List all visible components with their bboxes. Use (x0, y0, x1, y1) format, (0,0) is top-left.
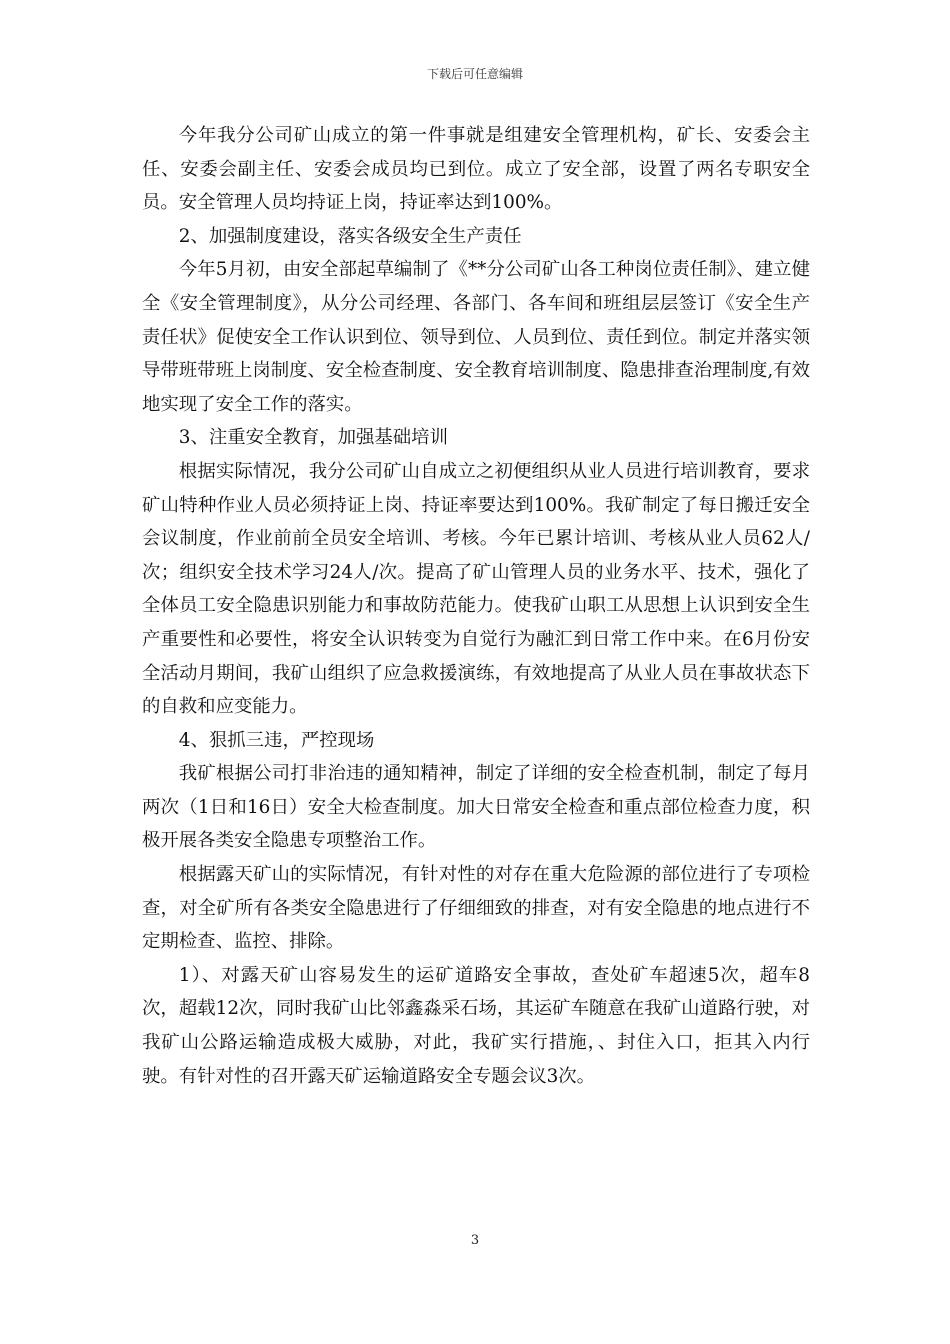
paragraph-responsibility-system: 今年5月初，由安全部起草编制了《**分公司矿山各工种岗位责任制》、建立健全《安全管理制度》，从分公司经理、各部门、各车间和班组层层签订《安全生产责任状》促使安全工作认识到位、领导到位、人员到位、责任到位。制定并落实领导带班带班上岗制度、安全检查制度、安全教育培训制度、隐患排查治理制度,有效地实现了安全工作的落实。 (142, 259, 810, 415)
section-heading-safety-education: 3、注重安全教育，加强基础培训 (178, 427, 448, 449)
paragraph-training: 根据实际情况，我分公司矿山自成立之初便组织从业人员进行培训教育，要求矿山特种作业人员必须持证上岗、持证率要达到100%。我矿制定了每日搬迁安全会议制度，作业前前全员安全培训、考核。今年已累计培训、考核从业人员62人/次；组织安全技术学习24人/次。提高了矿山管理人员的业务水平、技术，强化了全体员工安全隐患识别能力和事故防范能力。使我矿山职工从思想上认识到安全生产重要性和必要性，将安全认识转变为自觉行为融汇到日常工作中来。在6月份安全活动月期间，我矿山组织了应急救援演练，有效地提高了从业人员在事故状态下的自救和应变能力。 (142, 460, 810, 718)
page-header-note: 下载后可任意编辑 (426, 67, 523, 81)
paragraph-special-inspection: 根据露天矿山的实际情况，有针对性的对存在重大危险源的部位进行了专项检查，对全矿所有各类安全隐患进行了仔细细致的排查，对有安全隐患的地点进行不定期检查、监控、排除。 (142, 864, 810, 953)
page-number: 3 (470, 1233, 480, 1248)
paragraph-safety-organization: 今年我分公司矿山成立的第一件事就是组建安全管理机构，矿长、安委会主任、安委会副主任、安委会成员均已到位。成立了安全部，设置了两名专职安全员。安全管理人员均持证上岗，持证率达到100%。 (142, 125, 810, 214)
document-body (142, 119, 810, 1093)
paragraph-road-safety: 1）、对露天矿山容易发生的运矿道路安全事故，查处矿车超速5次，超车8次，超载12次，同时我矿山比邻鑫淼采石场，其运矿车随意在我矿山道路行驶，对我矿山公路运输造成极大威胁，对此，我矿实行措施，、封住入口，拒其入内行驶。有针对性的召开露天矿运输道路安全专题会议3次。 (142, 964, 810, 1087)
paragraph-inspection-mechanism: 我矿根据公司打非治违的通知精神，制定了详细的安全检查机制，制定了每月两次（1日和16日）安全大检查制度。加大日常安全检查和重点部位检查力度，积极开展各类安全隐患专项整治工作。 (142, 763, 810, 852)
section-heading-system-building: 2、加强制度建设，落实各级安全生产责任 (178, 225, 522, 247)
section-heading-three-violations: 4、狠抓三违，严控现场 (178, 729, 375, 751)
